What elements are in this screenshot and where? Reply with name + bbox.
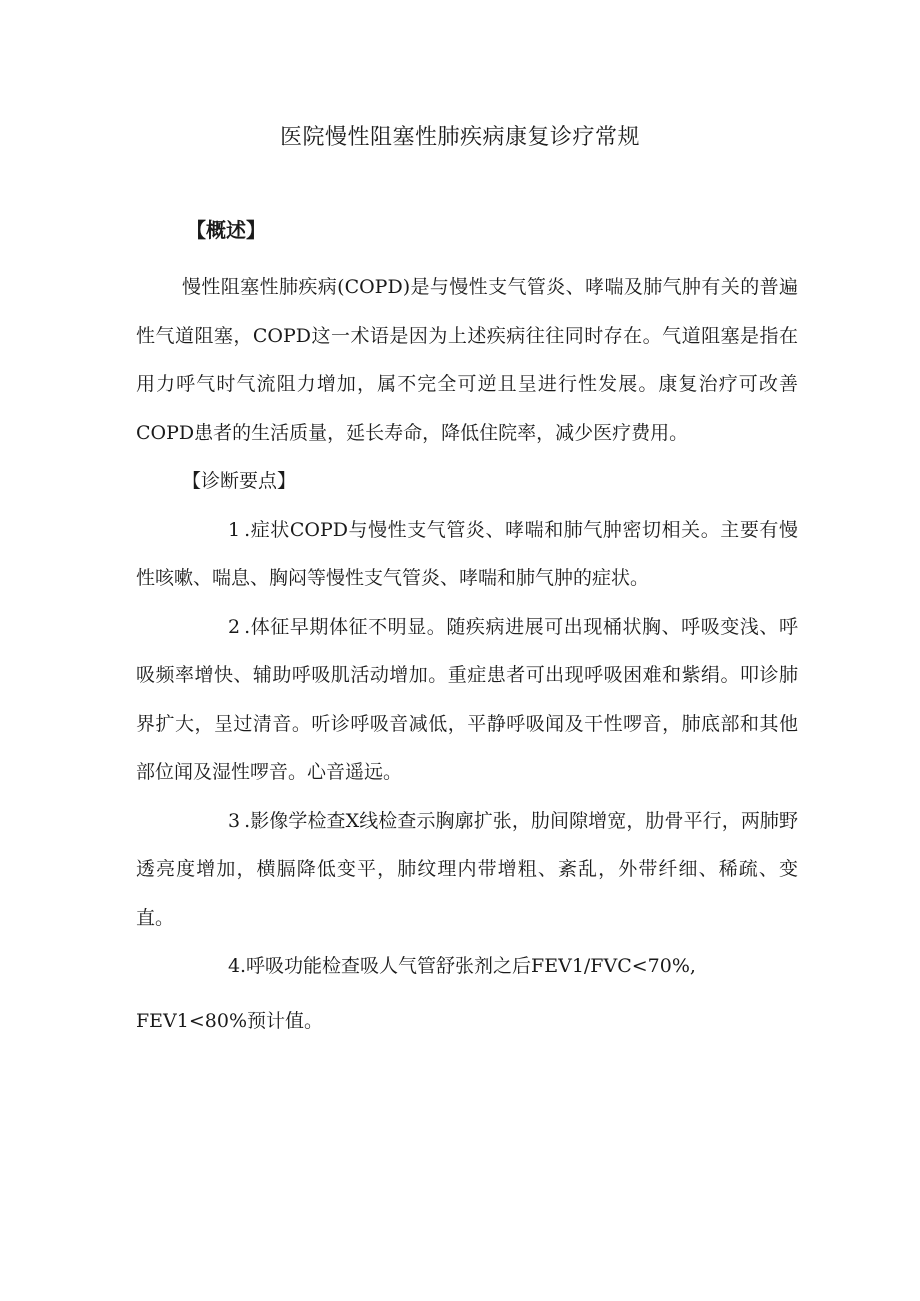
document-body bbox=[136, 263, 798, 1045]
diagnosis-point-4-continuation: FEV1<80%预计值。 bbox=[136, 1009, 324, 1032]
point-number: 3 bbox=[228, 809, 241, 832]
point-number: 2 bbox=[228, 615, 241, 638]
point-text: .症状COPD与慢性支气管炎、哮喘和肺气肿密切相关。主要有慢性咳嗽、喘息、胸闷等慢性支气管炎、哮喘和肺气肿的症状。 bbox=[136, 518, 798, 589]
point-text: .呼吸功能检查吸人气管舒张剂之后FEV1/FVC<70%, bbox=[240, 955, 696, 977]
diagnosis-point-1 bbox=[136, 506, 798, 603]
overview-paragraph: 慢性阻塞性肺疾病(COPD)是与慢性支气管炎、哮喘及肺气肿有关的普遍性气道阻塞，COPD这一术语是因为上述疾病往往同时存在。气道阻塞是指在用力呼气时气流阻力增加，属不完全可逆且呈进行性发展。康复治疗可改善COPD患者的生活质量，延长寿命，降低住院率，减少医疗费用。 bbox=[136, 276, 798, 444]
point-number: 1 bbox=[228, 518, 241, 541]
diagnosis-point-4 bbox=[136, 942, 798, 991]
document-title: 医院慢性阻塞性肺疾病康复诊疗常规 bbox=[279, 125, 640, 150]
diagnosis-heading: 【诊断要点】 bbox=[182, 470, 297, 492]
point-number: 4 bbox=[228, 955, 241, 977]
overview-heading: 【概述】 bbox=[186, 218, 266, 242]
point-text: .影像学检查X线检查示胸廓扩张，肋间隙增宽，肋骨平行，两肺野透亮度增加，横膈降低变平，肺纹理内带增粗、紊乱，外带纤细、稀疏、变直。 bbox=[136, 809, 798, 929]
diagnosis-point-2 bbox=[136, 603, 798, 797]
point-text: .体征早期体征不明显。随疾病进展可出现桶状胸、呼吸变浅、呼吸频率增快、辅助呼吸肌活动增加。重症患者可出现呼吸困难和紫绢。叩诊肺界扩大，呈过清音。听诊呼吸音减低，平静呼吸闻及干性啰音，肺底部和其他部位闻及湿性啰音。心音遥远。 bbox=[136, 615, 798, 783]
diagnosis-point-3 bbox=[136, 797, 798, 943]
